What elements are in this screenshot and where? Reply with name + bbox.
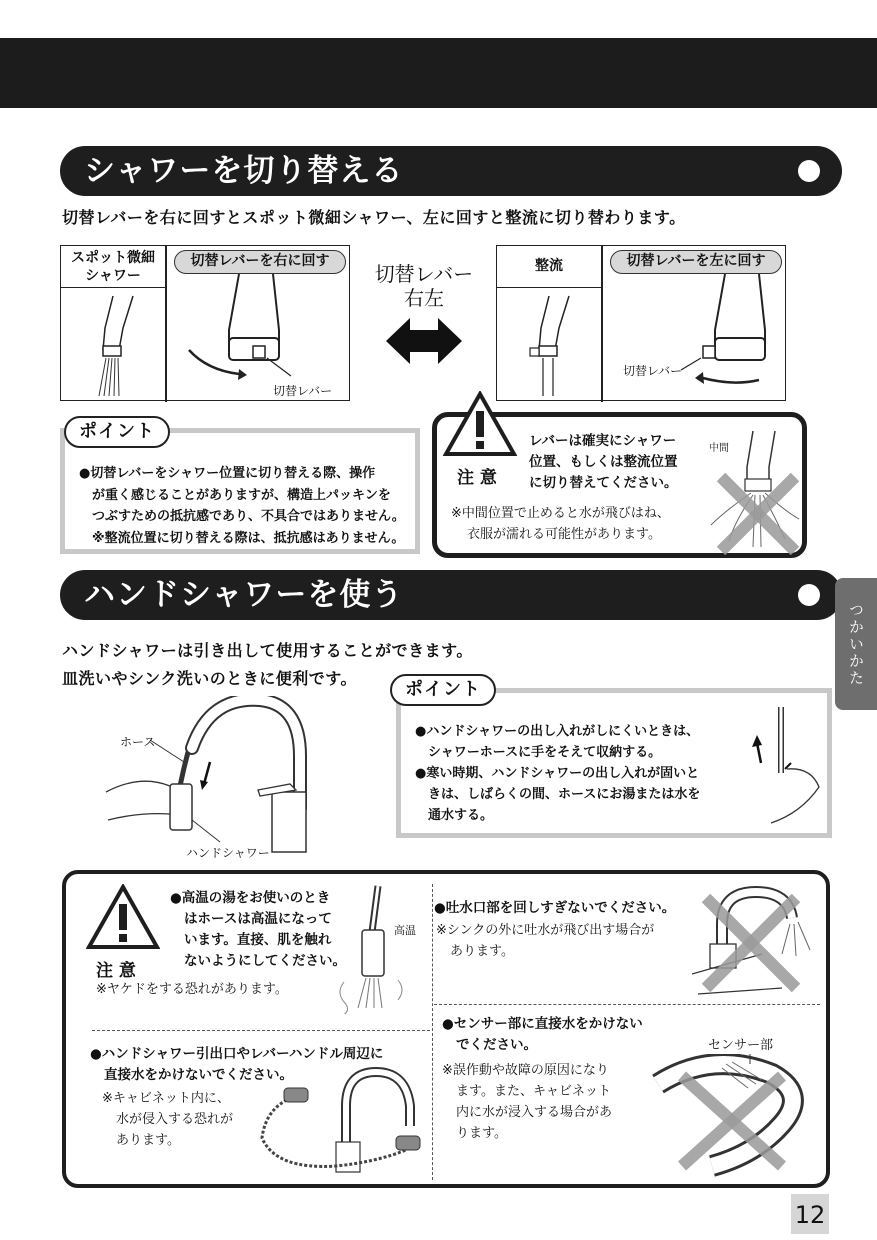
spout-note1: ※シンクの外に吐水が飛び出す場合が: [436, 923, 655, 938]
lever-callout-left: 切替レバー: [623, 364, 683, 378]
caution-note1: ※中間位置で止めると水が飛びはね、: [451, 506, 670, 521]
point-tag: ポイント: [390, 674, 496, 706]
caution-panel: [62, 870, 830, 1188]
caution-box-lever: [432, 412, 807, 558]
section-title-text: ハンドシャワーを使う: [84, 577, 404, 613]
divider-right: [434, 1004, 820, 1005]
left-turn-label: 切替レバーを左に回す: [610, 250, 782, 274]
center-lever-label: [360, 262, 488, 310]
point-line2: が重く感じることがありますが、構造上パッキンを: [92, 487, 391, 503]
page-number: 12: [791, 1194, 829, 1234]
handle-line1: ●ハンドシャワー引出口やレバーハンドル周辺に: [90, 1046, 384, 1062]
warning-triangle-icon: [443, 391, 517, 457]
caution-note: [451, 503, 670, 545]
sensor-illustration: [652, 1054, 812, 1178]
hot-line4: ないようにしてください。: [184, 953, 346, 969]
point2-line1: ●ハンドシャワーの出し入れがしにくいときは、: [415, 724, 700, 739]
sensor-note1: ※誤作動や故障の原因になり: [442, 1063, 609, 1078]
sensor-line2: でください。: [456, 1037, 537, 1053]
bullet-dot-icon: [798, 584, 820, 606]
spot-shower-illustration: [61, 288, 166, 400]
sensor-text: [442, 1014, 643, 1056]
caution-label: 注 意: [457, 468, 497, 488]
spot-shower-label: [61, 246, 166, 288]
hot-line1: ●高温の湯をお使いのとき: [170, 890, 331, 906]
spout-rotate-illustration: [692, 884, 822, 1000]
bullet-dot-icon: [798, 160, 820, 182]
caution-panel-label: 注 意: [96, 961, 136, 981]
spout-note: [436, 920, 654, 962]
right-turn-label: 切替レバーを右に回す: [174, 250, 346, 274]
point2-line3: ●寒い時期、ハンドシャワーの出し入れが固いと: [415, 766, 700, 781]
hot-line2: はホースは高温になって: [184, 911, 332, 927]
warning-triangle-icon: [86, 884, 160, 950]
handle-line2: 直接水をかけないでください。: [104, 1067, 293, 1083]
center-label-line2: 右左: [404, 286, 444, 310]
point-line1: ●切替レバーをシャワー位置に切り替える際、操作: [79, 466, 376, 481]
point2-line5: 通水する。: [428, 808, 494, 823]
hand-shower-pull-illustration: [100, 696, 310, 862]
section-lead: 切替レバーを右に回すとスポット微細シャワー、左に回すと整流に切り替わります。: [62, 208, 686, 227]
handle-note1: ※キャビネット内に、: [102, 1091, 230, 1106]
handle-note: [102, 1088, 233, 1151]
double-arrow-icon: [386, 318, 462, 364]
caution-text: [529, 431, 678, 494]
sensor-note4: ります。: [456, 1126, 507, 1141]
divider-left: [92, 1030, 430, 1031]
hot-hose-illustration: [332, 882, 412, 1014]
side-tab-usage: つかいかた: [835, 578, 877, 710]
point-tag: ポイント: [64, 416, 170, 448]
handshower-label: ハンドシャワー: [186, 846, 270, 860]
spot-label-line1: スポット微細: [71, 250, 155, 266]
point-text: [79, 463, 419, 549]
lever-callout-right: 切替レバー: [273, 384, 333, 398]
sensor-label: センサー部: [708, 1038, 774, 1053]
point-box-hand-shower: [396, 688, 832, 838]
faucet-left-illustration: [603, 274, 785, 400]
sensor-note: [442, 1060, 612, 1144]
section-title-text: シャワーを切り替える: [84, 153, 404, 189]
caution-line3: に切り替えてください。: [529, 475, 678, 491]
center-label-line1: 切替レバー: [374, 262, 474, 286]
point2-line2: シャワーホースに手をそえて収納する。: [428, 745, 662, 760]
section-title-hand-shower: [60, 570, 842, 620]
sensor-note2: ます。また、キャビネット: [456, 1084, 611, 1099]
sensor-note3: 内に水が浸入する場合があ: [456, 1105, 613, 1120]
hose-label: ホース: [120, 735, 156, 749]
hot-line3: います。直接、肌を触れ: [184, 932, 332, 948]
spot-label-line2: シャワー: [85, 268, 141, 284]
spout-note2: あります。: [450, 944, 514, 959]
straight-label: 整流: [497, 246, 602, 288]
handle-note2: 水が侵入する恐れが: [116, 1112, 234, 1127]
handle-note3: あります。: [116, 1133, 180, 1148]
caution-line1: レバーは確実にシャワー: [529, 433, 677, 449]
header-bar: [0, 38, 877, 108]
hot-note: ※ヤケドをする恐れがあります。: [96, 982, 288, 997]
section-title-switch-shower: [60, 146, 842, 196]
point2-line4: きは、しばらくの間、ホースにお湯または水を: [428, 787, 701, 802]
section2-lead1: ハンドシャワーは引き出して使用することができます。: [62, 641, 473, 660]
hot-label: 高温: [394, 924, 416, 937]
hose-storage-illustration: [741, 703, 825, 831]
sensor-line1: ●センサー部に直接水をかけない: [442, 1016, 643, 1032]
divider-vertical: [432, 884, 433, 1180]
handle-area-illustration: [256, 1066, 426, 1178]
spot-shower-diagram: [60, 245, 350, 401]
caution-hot-text: [170, 888, 346, 972]
spout-line1: ●吐水口部を回しすぎないでください。: [434, 900, 676, 916]
straight-flow-diagram: [496, 245, 786, 401]
caution-note2: 衣服が濡れる可能性があります。: [467, 527, 661, 542]
caution-line2: 位置、もしくは整流位置: [529, 454, 678, 470]
section2-lead2: 皿洗いやシンク洗いのときに便利です。: [62, 669, 358, 688]
point-line4: ※整流位置に切り替える際は、抵抗感はありません。: [92, 530, 405, 546]
straight-flow-illustration: [497, 288, 602, 400]
middle-label: 中間: [709, 443, 729, 454]
point-line3: つぶすための抵抗感であり、不具合ではありません。: [92, 509, 405, 524]
point2-text: [415, 721, 745, 826]
